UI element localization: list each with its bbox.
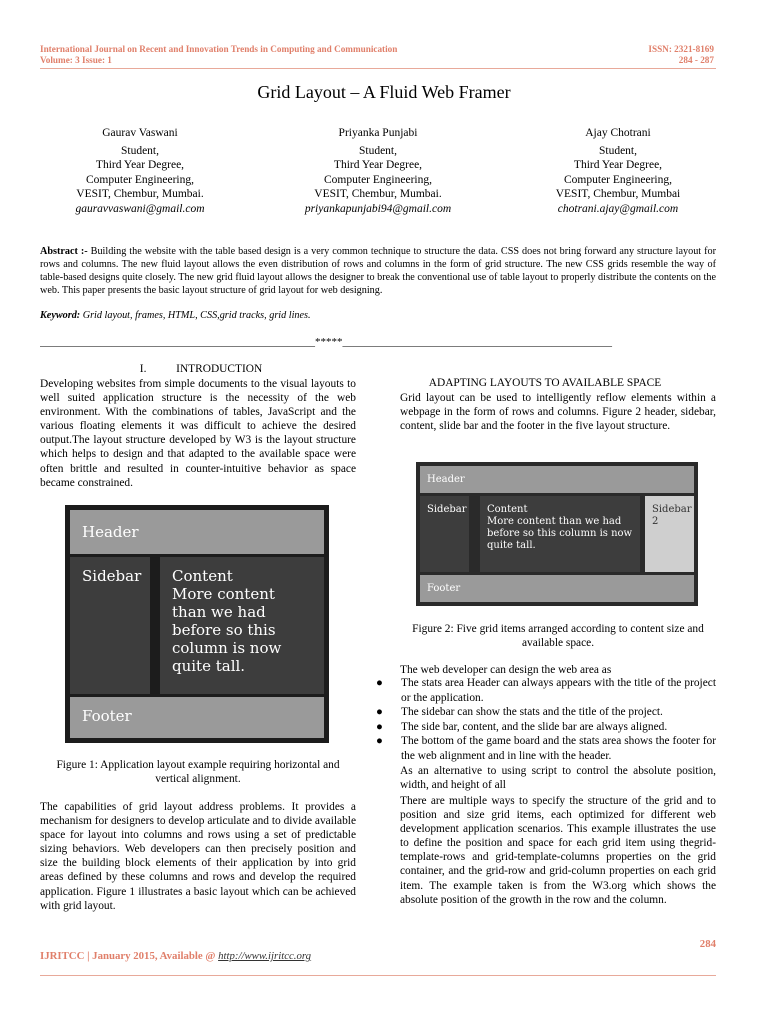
alternative-paragraph: As an alternative to using script to control the absolute position, width, and height of all [400, 765, 716, 792]
bullet-list [374, 676, 716, 764]
author-dept: Computer Engineering, [324, 173, 432, 186]
intro-paragraph-1: Developing websites from simple documents to the visual layouts to well suited application structure is the necessity of the web environment. With the combinations of tables, JavaScript and the various floating elements it was difficult to achieve the desired output.The layout structure developed by W3 is the layout structure which helps to design and that adapted to the available space were often brittle and resulted in counter-intuitive behavior as space became constrained. [40, 378, 356, 489]
author-dept: Computer Engineering, [86, 173, 194, 186]
author-name: Gaurav Vaswani [102, 127, 178, 139]
figure2-sidebar: Sidebar [420, 496, 469, 572]
figure1-sidebar: Sidebar [70, 557, 150, 694]
abstract-label: Abstract :- [40, 246, 88, 257]
author-name: Ajay Chotrani [585, 127, 651, 139]
figure-2 [416, 462, 698, 606]
adapting-paragraph: Grid layout can be used to intelligently reflow elements within a webpage in the form of rows and columns. Figure 2 header, sidebar, content, slide bar and the footer in the five layout structure. [400, 392, 716, 433]
figure2-sidebar-2: Sidebar 2 [645, 496, 694, 572]
keywords-label: Keyword: [40, 310, 81, 321]
journal-volume: Volume: 3 Issue: 1 [40, 55, 112, 65]
intro-heading [40, 363, 362, 375]
author-email: priyankapunjabi94@gmail.com [304, 202, 452, 215]
developer-intro-line: The web developer can design the web area as [400, 664, 612, 676]
figure1-content: Content More content than we had before so this column is now quite tall. [160, 557, 324, 694]
author-institution: VESIT, Chembur, Mumbai. [76, 188, 204, 201]
author-role: Student, [120, 144, 159, 157]
bullet-icon: ● [376, 706, 383, 719]
author-institution: VESIT, Chembur, Mumbai. [314, 188, 442, 201]
figure2-header: Header [420, 466, 694, 493]
author-institution: VESIT, Chembur, Mumbai [555, 188, 681, 201]
author-1 [40, 126, 240, 217]
intro-heading-text: INTRODUCTION [176, 363, 263, 375]
list-item-text: The sidebar can show the stats and the title of the project. [401, 706, 663, 719]
adapting-heading: ADAPTING LAYOUTS TO AVAILABLE SPACE [428, 377, 662, 389]
grid-ways-paragraph: There are multiple ways to specify the structure of the grid and to position and size grid items, each optimized for different web development application scenarios. This example illustrates the use to define the position and space for each grid item using thegrid-template-rows and grid-template-columns properties on the grid container, and the grid-row and grid-column properties on each grid item. The example taken is from the W3.org which shows the absolute position of the growth in the row and the column. [400, 795, 716, 906]
keywords-text: Grid layout, frames, HTML, CSS,grid tracks, grid lines. [80, 310, 311, 321]
list-item-text: The stats area Header can always appears with the title of the project or the application. [401, 677, 716, 704]
list-item [374, 705, 716, 720]
bullet-icon: ● [376, 720, 383, 733]
footer-label: IJRITCC | January 2015, Available @ [40, 950, 219, 962]
author-degree: Third Year Degree, [573, 159, 663, 172]
abstract [40, 245, 716, 297]
figure2-footer: Footer [420, 575, 694, 602]
keywords [40, 310, 311, 321]
list-item [374, 720, 716, 735]
bullet-icon: ● [376, 677, 383, 689]
figure2-caption: Figure 2: Five grid items arranged according to content size and available space. [412, 623, 704, 649]
journal-name: International Journal on Recent and Innovation Trends in Computing and Communication [40, 44, 398, 54]
author-dept: Computer Engineering, [564, 173, 672, 186]
figure1-caption: Figure 1: Application layout example requiring horizontal and vertical alignment. [56, 759, 340, 785]
footer-link[interactable]: http://www.ijritcc.org [218, 950, 312, 962]
figure-1 [65, 505, 329, 743]
list-item-text: The bottom of the game board and the stats area shows the footer for the web alignment and in line with the header. [401, 735, 716, 762]
figure1-footer: Footer [70, 697, 324, 738]
list-item-text: The side bar, content, and the slide bar are always aligned. [401, 720, 668, 733]
header-rule [40, 68, 716, 69]
figure1-header: Header [70, 510, 324, 554]
journal-issn: ISSN: 2321-8169 [648, 44, 714, 54]
list-item [374, 676, 716, 705]
intro-paragraph-2: The capabilities of grid layout address problems. It provides a mechanism for designers to develop articulate and to divide available space for layout into columns and rows using a set of predictable sizing behaviors. Web developers can then precisely position and size the building block elements of their application by into grid areas defined by these columns and rows and develop the required application. Figure 1 illustrates a basic layout which can be achieved with grid layout. [40, 801, 356, 912]
author-name: Priyanka Punjabi [338, 127, 418, 139]
bullet-icon: ● [376, 735, 383, 748]
intro-heading-number: I. [139, 363, 147, 375]
footer-rule [40, 975, 716, 976]
journal-pages: 284 - 287 [678, 55, 714, 65]
author-degree: Third Year Degree, [95, 159, 185, 172]
author-role: Student, [358, 144, 397, 157]
section-separator: __________________________________________________*****_________________________________________________ [40, 336, 612, 348]
author-degree: Third Year Degree, [333, 159, 423, 172]
page-number: 284 [699, 938, 716, 950]
figure2-content: Content More content than we had before so this column is now quite tall. [480, 496, 640, 572]
abstract-text: Building the website with the table based design is a very common technique to structure the data. CSS does not bring forward any structure layout for rows and columns. The new fluid layout allows the even distribution of rows and columns in the form of grid structure. The new CSS grids resemble the way of table-based designs quite closely. The new grid fluid layout allows the designer to break the conventional use of table layout to properly distribute the contents on the web. This paper presents the basic layout structure of grid layout for web designing. [40, 246, 716, 296]
paper-title: Grid Layout – A Fluid Web Framer [257, 82, 511, 102]
author-email: chotrani.ajay@gmail.com [557, 202, 679, 215]
author-3 [518, 126, 718, 217]
author-role: Student, [598, 144, 637, 157]
author-2 [278, 126, 478, 217]
list-item [374, 734, 716, 763]
author-email: gauravvaswani@gmail.com [75, 202, 205, 215]
footer-text [40, 950, 311, 962]
